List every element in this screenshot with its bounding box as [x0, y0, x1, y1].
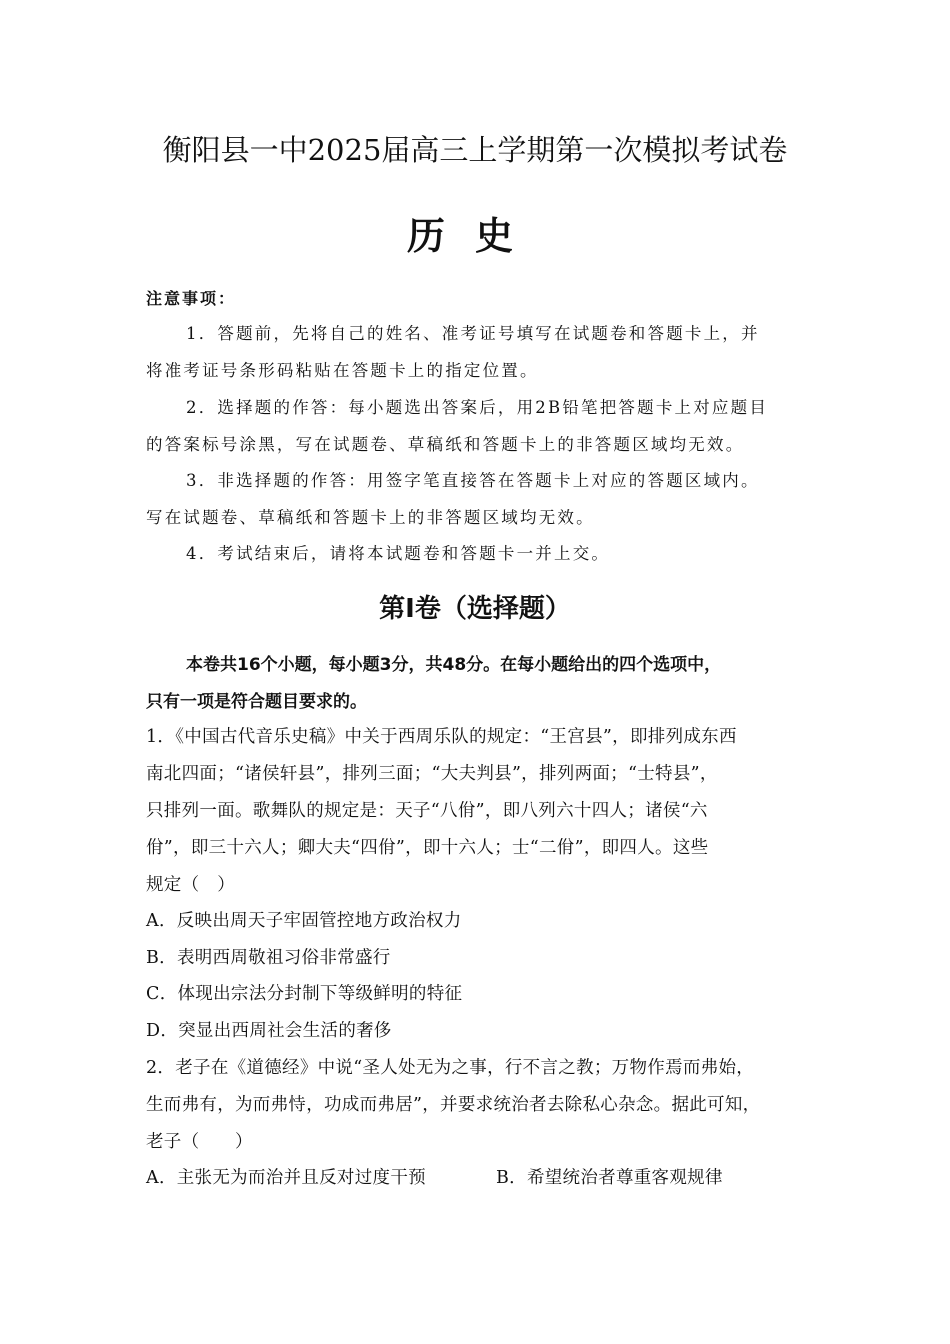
question-1-stem: 佾”，即三十六人；卿大夫“四佾”，即十六人；士“二佾”，即四人。这些 — [146, 838, 709, 858]
subject-title: 历史 — [406, 214, 543, 258]
question-2-stem: 2．老子在《道德经》中说“圣人处无为之事，行不言之教；万物作焉而弗始， — [146, 1058, 755, 1078]
question-2-stem: 生而弗有，为而弗恃，功成而弗居”，并要求统治者去除私心杂念。据此可知， — [146, 1095, 761, 1115]
notice-line: 的答案标号涂黑，写在试题卷、草稿纸和答题卡上的非答题区域均无效。 — [146, 435, 745, 454]
notice-heading: 注意事项： — [146, 289, 237, 308]
question-1-option-a: A．反映出周天子牢固管控地方政治权力 — [146, 911, 462, 931]
exam-title: 衡阳县一中2025届高三上学期第一次模拟考试卷 — [162, 133, 788, 167]
question-1-stem: 只排列一面。歌舞队的规定是：天子“八佾”，即八列六十四人；诸侯“六 — [146, 801, 708, 821]
question-2-option-a: A．主张无为而治并且反对过度干预 — [146, 1168, 426, 1188]
question-1-option-c: C．体现出宗法分封制下等级鲜明的特征 — [146, 984, 463, 1004]
notice-line: 4．考试结束后，请将本试题卷和答题卡一并上交。 — [186, 544, 611, 563]
notice-line: 3．非选择题的作答：用签字笔直接答在答题卡上对应的答题区域内。 — [186, 471, 760, 490]
question-2-option-b: B．希望统治者尊重客观规律 — [496, 1168, 723, 1188]
question-1-stem: 南北四面；“诸侯轩县”，排列三面；“大夫判县”，排列两面；“士特县”， — [146, 764, 718, 784]
section-instruction: 只有一项是符合题目要求的。 — [146, 692, 367, 712]
notice-line: 将准考证号条形码粘贴在答题卡上的指定位置。 — [146, 361, 539, 380]
question-2-stem: 老子（ ） — [146, 1132, 253, 1152]
section-instruction: 本卷共16个小题，每小题3分，共48分。在每小题给出的四个选项中， — [186, 655, 722, 675]
question-1-stem: 1．《中国古代音乐史稿》中关于西周乐队的规定：“王宫县”，即排列成东西 — [146, 727, 737, 747]
notice-line: 写在试题卷、草稿纸和答题卡上的非答题区域均无效。 — [146, 508, 595, 527]
question-1-option-d: D．突显出西周社会生活的奢侈 — [146, 1021, 392, 1041]
question-1-option-b: B．表明西周敬祖习俗非常盛行 — [146, 948, 391, 968]
notice-line: 1．答题前，先将自己的姓名、准考证号填写在试题卷和答题卡上，并 — [186, 324, 760, 343]
notice-line: 2．选择题的作答：每小题选出答案后，用2B铅笔把答题卡上对应题目 — [186, 398, 769, 417]
question-1-stem: 规定（ ） — [146, 875, 235, 895]
section-title: 第Ⅰ卷（选择题） — [379, 594, 571, 624]
